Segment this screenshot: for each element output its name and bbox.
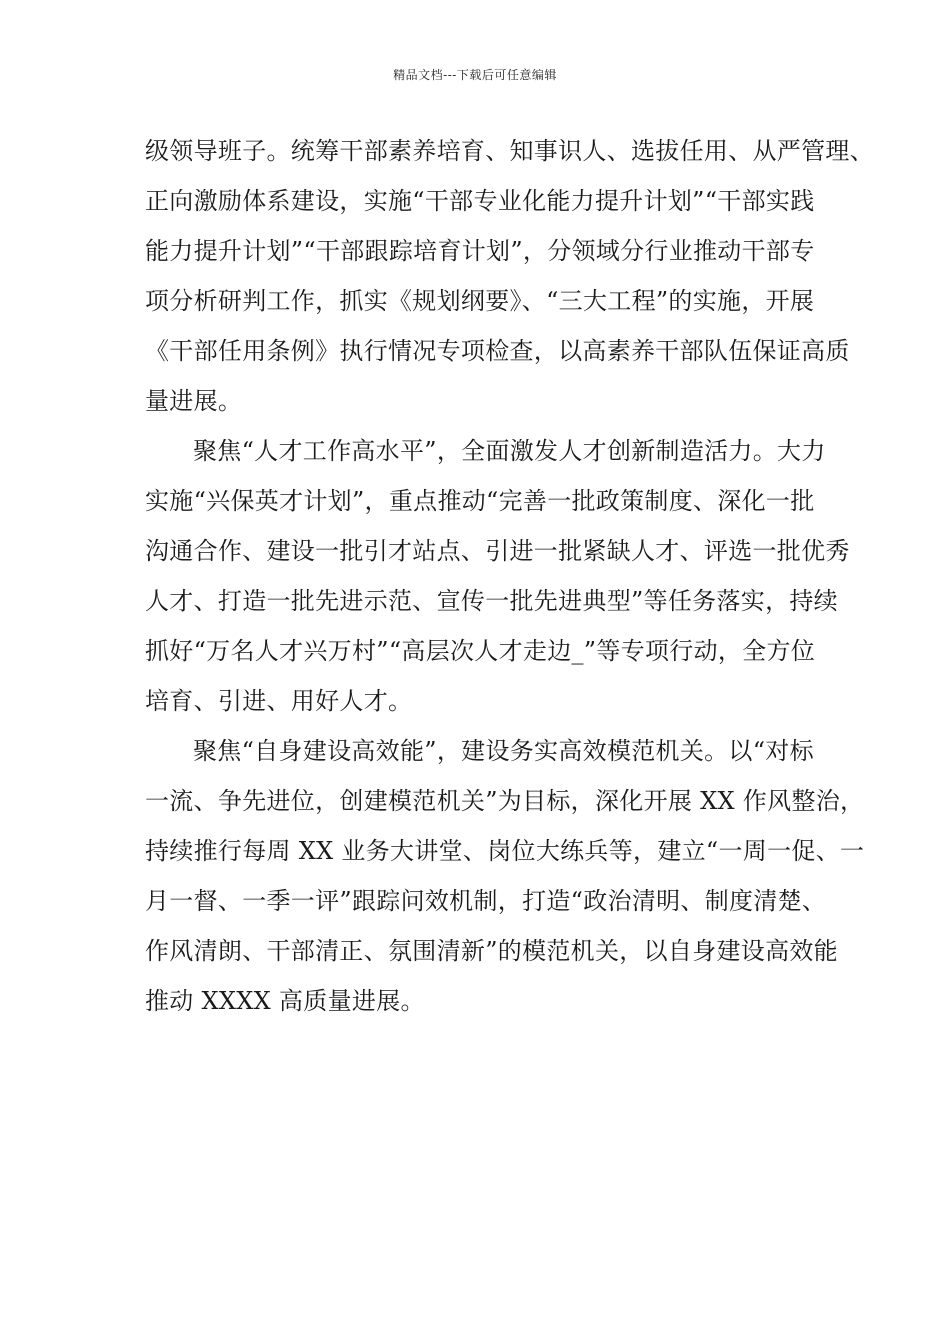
- text-line: 沟通合作、建设一批引才站点、引进一批紧缺人才、评选一批优秀: [145, 537, 850, 565]
- text-line: 聚焦“自身建设高效能”，建设务实高效模范机关。以“对标: [193, 737, 814, 765]
- text-line: 抓好“万名人才兴万村”“高层次人才走边_”等专项行动，全方位: [145, 637, 816, 665]
- text-line: 持续推行每周 XX 业务大讲堂、岗位大练兵等，建立“一周一促、一: [145, 837, 865, 865]
- text-line: 一流、争先进位，创建模范机关”为目标，深化开展 XX 作风整治，: [145, 787, 865, 815]
- text-line: 级领导班子。统筹干部素养培育、知事识人、选拔任用、从严管理、: [145, 137, 874, 165]
- text-line: 人才、打造一批先进示范、宣传一批先进典型”等任务落实，持续: [145, 587, 838, 615]
- text-line: 量进展。: [145, 387, 243, 415]
- document-body: [145, 126, 874, 1026]
- text-line: 聚焦“人才工作高水平”，全面激发人才创新制造活力。大力: [193, 437, 826, 465]
- page-header: 精品文档---下载后可任意编辑: [393, 68, 557, 82]
- text-line: 实施“兴保英才计划”，重点推动“完善一批政策制度、深化一批: [145, 487, 815, 515]
- text-line: 项分析研判工作，抓实《规划纲要》、“三大工程”的实施，开展: [145, 287, 815, 315]
- text-line: 作风清朗、干部清正、氛围清新”的模范机关，以自身建设高效能: [145, 937, 838, 965]
- paragraph-cadre-team: [145, 126, 874, 426]
- text-line: 《干部任用条例》执行情况专项检查，以高素养干部队伍保证高质: [145, 337, 850, 365]
- text-line: 推动 XXXX 高质量进展。: [145, 987, 425, 1015]
- text-line: 月一督、一季一评”跟踪问效机制，打造“政治清明、制度清楚、: [145, 887, 827, 915]
- text-line: 正向激励体系建设，实施“干部专业化能力提升计划”“干部实践: [145, 187, 815, 215]
- paragraph-talent-work: [145, 426, 850, 726]
- text-line: 培育、引进、用好人才。: [145, 687, 413, 715]
- paragraph-self-building: [145, 726, 865, 1026]
- text-line: 能力提升计划”“干部跟踪培育计划”，分领域分行业推动干部专: [145, 237, 815, 265]
